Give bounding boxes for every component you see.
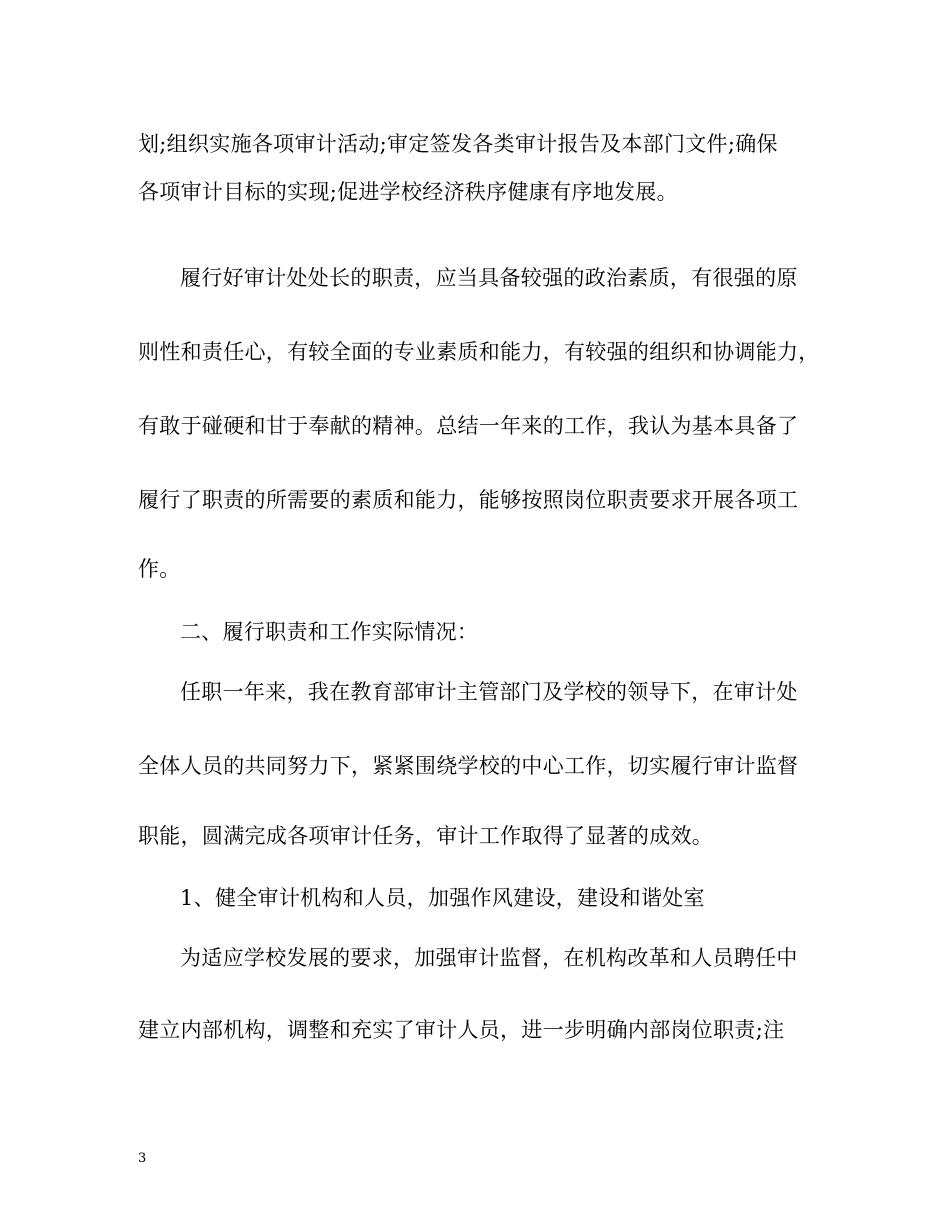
text-line-3: 履行好审计处处长的职责，应当具备较强的政治素质，有很强的原 [180,266,798,290]
subsection-heading: 1、健全审计机构和人员，加强作风建设，建设和谐处室 [180,886,705,910]
text-line-9: 任职一年来，我在教育部审计主管部门及学校的领导下，在审计处 [180,680,798,704]
page-number: 3 [138,1151,147,1166]
section-heading: 二、履行职责和工作实际情况： [180,620,479,644]
text-line-14: 建立内部机构，调整和充实了审计人员，进一步明确内部岗位职责;注 [138,1018,785,1042]
text-line-6: 履行了职责的所需要的素质和能力，能够按照岗位职责要求开展各项工 [138,488,799,512]
text-line-7: 作。 [138,557,181,581]
text-line-1: 划;组织实施各项审计活动;审定签发各类审计报告及本部门文件;确保 [138,132,778,156]
text-line-11: 职能，圆满完成各项审计任务，审计工作取得了显著的成效。 [138,824,714,848]
text-line-13: 为适应学校发展的要求，加强审计监督，在机构改革和人员聘任中 [180,946,798,970]
text-line-4: 则性和责任心，有较全面的专业素质和能力，有较强的组织和协调能力， [138,340,820,364]
text-line-10: 全体人员的共同努力下，紧紧围绕学校的中心工作，切实履行审计监督 [138,754,799,778]
text-line-2: 各项审计目标的实现;促进学校经济秩序健康有序地发展。 [138,180,678,204]
text-line-5: 有敢于碰硬和甘于奉献的精神。总结一年来的工作，我认为基本具备了 [138,414,799,438]
